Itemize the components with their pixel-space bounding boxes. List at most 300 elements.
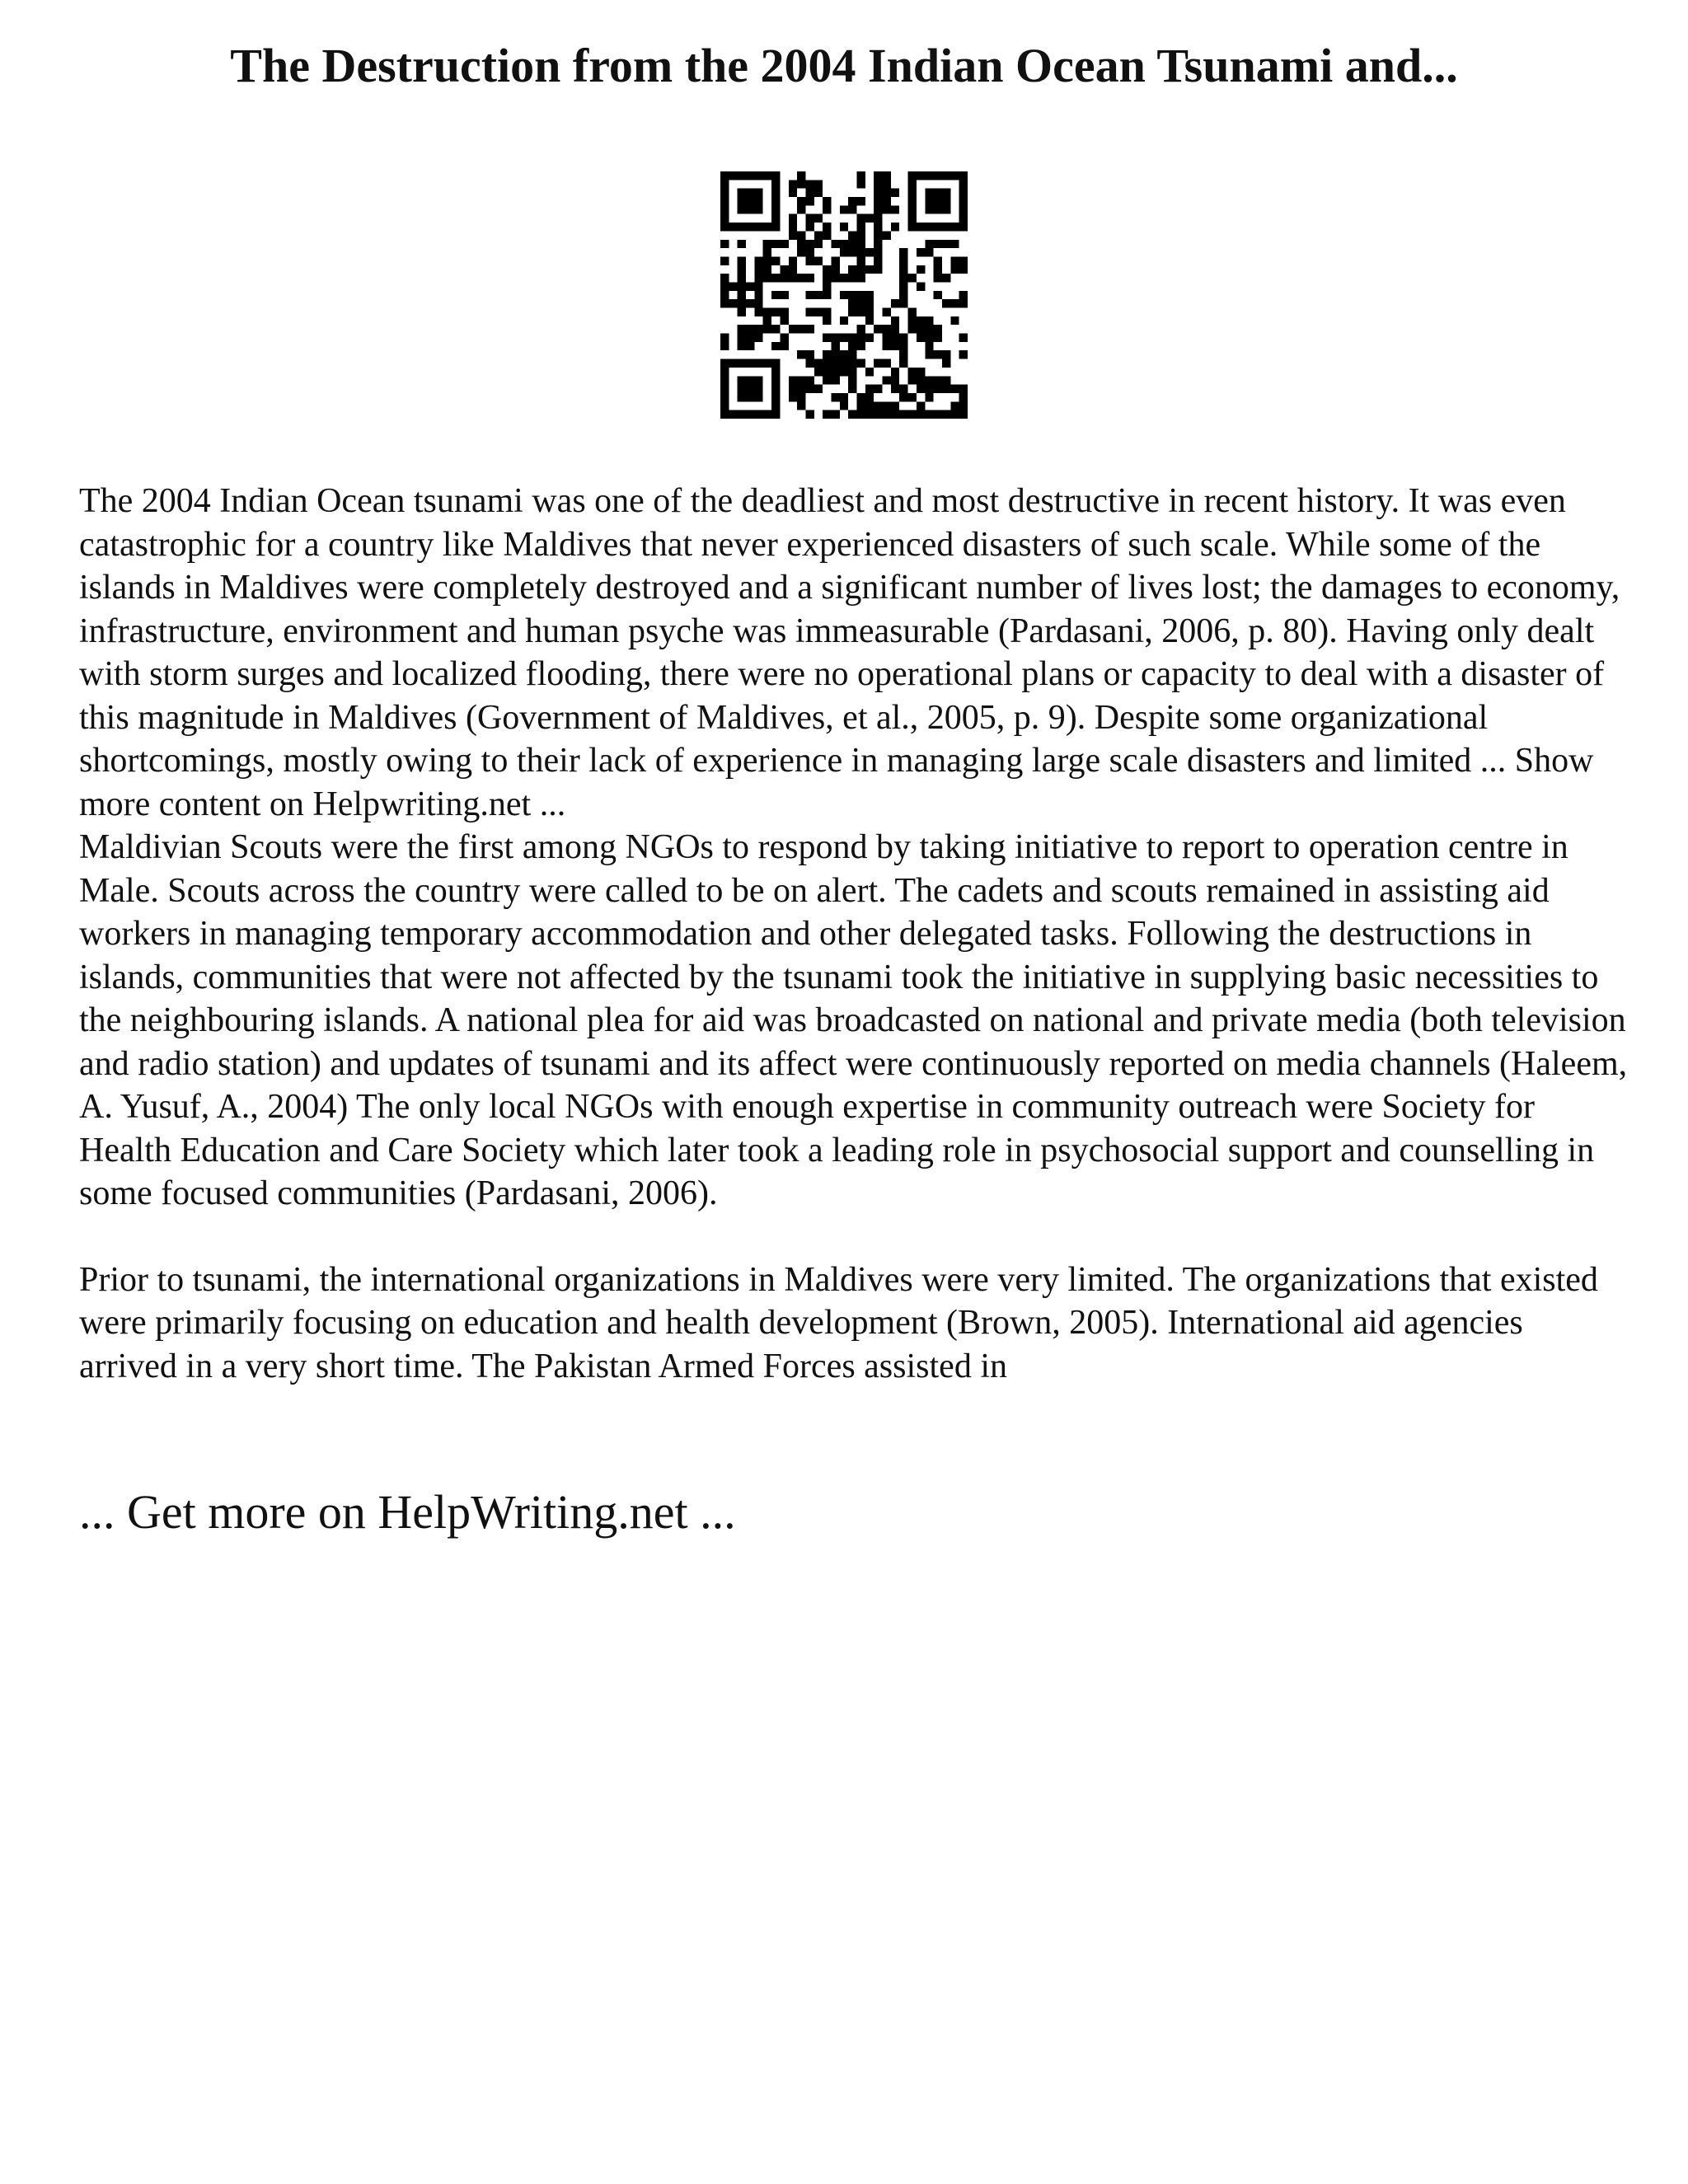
qr-module (720, 274, 729, 282)
qr-module (763, 316, 771, 325)
qr-module (831, 256, 839, 265)
qr-module (805, 240, 814, 248)
qr-module (738, 325, 746, 333)
qr-module (797, 401, 805, 410)
qr-module (857, 256, 865, 265)
qr-module (959, 350, 968, 359)
qr-finder-bottom-left (720, 359, 729, 419)
qr-module (848, 376, 856, 384)
qr-module (848, 274, 856, 282)
qr-finder-bottom-left (771, 359, 780, 419)
qr-finder-top-right (925, 189, 950, 214)
qr-module (874, 248, 882, 256)
qr-module (925, 325, 933, 333)
qr-module (874, 214, 882, 223)
qr-module (865, 393, 874, 401)
qr-module (883, 376, 891, 384)
qr-module (865, 368, 874, 376)
qr-module (814, 291, 823, 299)
qr-module (899, 342, 907, 350)
qr-module (891, 325, 899, 333)
qr-module (857, 334, 865, 342)
qr-module (780, 291, 788, 299)
qr-module (814, 189, 823, 197)
qr-module (797, 274, 805, 282)
qr-module (848, 308, 856, 316)
qr-module (823, 291, 831, 299)
qr-module (797, 240, 805, 248)
qr-module (883, 171, 891, 180)
qr-module (840, 334, 848, 342)
qr-module (823, 197, 831, 205)
qr-module (950, 256, 959, 265)
qr-module (814, 368, 823, 376)
qr-module (754, 291, 762, 299)
qr-module (857, 240, 865, 248)
qr-module (805, 189, 814, 197)
qr-module (874, 325, 882, 333)
qr-module (899, 410, 907, 419)
qr-module (865, 410, 874, 419)
qr-module (814, 359, 823, 368)
qr-module (959, 265, 968, 274)
qr-module (925, 316, 933, 325)
qr-module (899, 248, 907, 256)
qr-module (865, 299, 874, 307)
qr-module (738, 282, 746, 290)
qr-module (942, 350, 950, 359)
qr-module (934, 256, 942, 265)
qr-module (899, 334, 907, 342)
qr-module (789, 393, 797, 401)
qr-module (771, 342, 780, 350)
qr-module (934, 334, 942, 342)
qr-module (805, 350, 814, 359)
qr-module (899, 291, 907, 299)
qr-module (857, 214, 865, 223)
qr-module (891, 316, 899, 325)
qr-module (942, 240, 950, 248)
qr-module (797, 180, 805, 188)
qr-module (891, 189, 899, 197)
qr-code-icon[interactable] (720, 171, 968, 419)
qr-module (934, 376, 942, 384)
qr-module (738, 342, 746, 350)
qr-module (874, 171, 882, 180)
qr-module (754, 274, 762, 282)
qr-module (729, 282, 737, 290)
qr-module (848, 240, 856, 248)
qr-module (840, 274, 848, 282)
qr-module (865, 265, 874, 274)
qr-module (805, 214, 814, 223)
qr-module (814, 385, 823, 393)
qr-module (738, 274, 746, 282)
qr-module (925, 350, 933, 359)
qr-module (874, 401, 882, 410)
qr-module (746, 334, 754, 342)
qr-module (754, 325, 762, 333)
qr-module (789, 265, 797, 274)
qr-module (780, 265, 788, 274)
qr-module (874, 223, 882, 231)
qr-module (891, 299, 899, 307)
qr-module (797, 376, 805, 384)
qr-module (848, 248, 856, 256)
qr-module (746, 282, 754, 290)
qr-module (840, 291, 848, 299)
qr-module (908, 274, 917, 282)
qr-module (925, 240, 933, 248)
qr-module (883, 410, 891, 419)
qr-module (959, 401, 968, 410)
qr-module (797, 248, 805, 256)
qr-module (934, 385, 942, 393)
qr-finder-bottom-left (720, 359, 780, 368)
qr-module (883, 197, 891, 205)
qr-module (831, 334, 839, 342)
qr-module (883, 205, 891, 213)
qr-module (917, 385, 925, 393)
qr-module (917, 401, 925, 410)
qr-module (857, 325, 865, 333)
qr-module (908, 410, 917, 419)
qr-module (891, 342, 899, 350)
qr-module (874, 410, 882, 419)
qr-module (874, 385, 882, 393)
qr-module (823, 308, 831, 316)
qr-module (805, 359, 814, 368)
qr-module (950, 385, 959, 393)
qr-module (754, 256, 762, 265)
qr-module (942, 410, 950, 419)
qr-module (805, 308, 814, 316)
qr-module (805, 274, 814, 282)
qr-module (823, 282, 831, 290)
qr-module (857, 171, 865, 180)
qr-module (823, 359, 831, 368)
qr-module (840, 240, 848, 248)
qr-module (942, 299, 950, 307)
qr-module (917, 248, 925, 256)
qr-module (789, 231, 797, 239)
qr-module (934, 410, 942, 419)
qr-module (797, 325, 805, 333)
qr-module (934, 325, 942, 333)
qr-module (857, 393, 865, 401)
qr-module (805, 248, 814, 256)
qr-module (917, 410, 925, 419)
qr-module (840, 223, 848, 231)
qr-module (738, 308, 746, 316)
qr-module (840, 316, 848, 325)
qr-module (738, 291, 746, 299)
qr-module (891, 385, 899, 393)
qr-module (754, 299, 762, 307)
qr-module (771, 256, 780, 265)
qr-module (720, 342, 729, 350)
qr-module (848, 342, 856, 350)
qr-module (763, 248, 771, 256)
qr-module (865, 308, 874, 316)
qr-module (899, 299, 907, 307)
qr-module (883, 325, 891, 333)
qr-module (848, 359, 856, 368)
qr-module (857, 308, 865, 316)
qr-module (899, 265, 907, 274)
qr-module (763, 308, 771, 316)
qr-finder-top-left (771, 171, 780, 231)
qr-finder-top-right (908, 171, 917, 231)
qr-module (780, 274, 788, 282)
qr-module (908, 308, 917, 316)
qr-module (857, 401, 865, 410)
qr-module (925, 393, 933, 401)
qr-module (883, 342, 891, 350)
qr-module (848, 265, 856, 274)
qr-module (908, 368, 917, 376)
qr-module (738, 240, 746, 248)
qr-module (908, 325, 917, 333)
qr-module (899, 359, 907, 368)
qr-module (874, 189, 882, 197)
qr-module (823, 231, 831, 239)
qr-module (874, 197, 882, 205)
qr-module (840, 393, 848, 401)
qr-module (891, 223, 899, 231)
qr-module (789, 189, 797, 197)
qr-module (797, 197, 805, 205)
qr-module (720, 334, 729, 342)
qr-module (899, 282, 907, 290)
qr-module (857, 197, 865, 205)
qr-module (763, 265, 771, 274)
qr-module (814, 240, 823, 248)
qr-module (720, 282, 729, 290)
qr-module (831, 350, 839, 359)
paragraph-2: Maldivian Scouts were the first among NGOs to respond by taking initiative to report to operation centre in Male. Scouts across the country were called to be on alert. The cadets and scouts remained in assisting aid workers in managing temporary accommodation and other delegated tasks. Following the destructions in islands, communities that were not affected by the tsunami took the initiative in supplying basic necessities to the neighbouring islands. A national plea for aid was broadcasted on national and private media (both television and radio station) and updates of tsunami and its affect were continuously reported on media channels (Haleem, A. Yusuf, A., 2004) The only local NGOs with enough expertise in community outreach were Society for Health Education and Care Society which later took a leading role in psychosocial support and counselling in some focused communities (Pardasani, 2006). (79, 828, 1628, 1212)
qr-module (883, 231, 891, 239)
qr-module (780, 316, 788, 325)
qr-module (805, 376, 814, 384)
qr-module (942, 274, 950, 282)
qr-module (814, 231, 823, 239)
qr-module (823, 410, 831, 419)
qr-module (934, 240, 942, 248)
qr-module (797, 171, 805, 180)
qr-module (720, 299, 729, 307)
qr-module (865, 401, 874, 410)
qr-module (771, 240, 780, 248)
document-title: The Destruction from the 2004 Indian Ocean Tsunami and... (230, 39, 1458, 92)
qr-module (874, 359, 882, 368)
qr-module (950, 265, 959, 274)
qr-module (857, 410, 865, 419)
qr-module (942, 385, 950, 393)
qr-module (805, 385, 814, 393)
qr-module (823, 274, 831, 282)
qr-module (805, 180, 814, 188)
qr-module (874, 231, 882, 239)
qr-module (763, 240, 771, 248)
qr-module (848, 205, 856, 213)
qr-module (848, 385, 856, 393)
qr-module (925, 248, 933, 256)
qr-module (805, 325, 814, 333)
qr-module (789, 256, 797, 265)
qr-module (950, 240, 959, 248)
qr-module (831, 410, 839, 419)
qr-module (917, 368, 925, 376)
qr-module (865, 248, 874, 256)
qr-module (831, 368, 839, 376)
qr-module (848, 350, 856, 359)
article-body (79, 480, 1629, 1388)
qr-module (797, 205, 805, 213)
qr-module (805, 223, 814, 231)
qr-module (771, 291, 780, 299)
qr-module (891, 205, 899, 213)
qr-module (831, 359, 839, 368)
qr-module (831, 376, 839, 384)
qr-module (917, 334, 925, 342)
qr-module (754, 282, 762, 290)
qr-module (848, 291, 856, 299)
qr-module (780, 334, 788, 342)
qr-module (797, 231, 805, 239)
qr-module (874, 205, 882, 213)
qr-module (789, 376, 797, 384)
qr-module (934, 291, 942, 299)
qr-module (729, 299, 737, 307)
qr-module (874, 265, 882, 274)
qr-module (805, 291, 814, 299)
qr-module (823, 223, 831, 231)
qr-module (771, 325, 780, 333)
qr-module (874, 256, 882, 265)
qr-module (848, 299, 856, 307)
qr-module (738, 334, 746, 342)
qr-module (908, 316, 917, 325)
qr-module (738, 256, 746, 265)
qr-module (823, 316, 831, 325)
qr-module (959, 291, 968, 299)
qr-module (883, 401, 891, 410)
qr-module (848, 231, 856, 239)
qr-module (840, 248, 848, 256)
qr-module (857, 342, 865, 350)
qr-finder-top-left (720, 171, 780, 180)
get-more-link[interactable]: ... Get more on HelpWriting.net ... (79, 1485, 736, 1539)
qr-module (720, 291, 729, 299)
qr-module (763, 274, 771, 282)
qr-module (840, 368, 848, 376)
qr-module (857, 248, 865, 256)
qr-module (789, 214, 797, 223)
qr-module (720, 240, 729, 248)
qr-module (857, 299, 865, 307)
qr-module (848, 197, 856, 205)
qr-module (934, 274, 942, 282)
qr-module (814, 256, 823, 265)
qr-module (883, 359, 891, 368)
qr-module (840, 350, 848, 359)
qr-module (883, 308, 891, 316)
qr-module (917, 316, 925, 325)
qr-module (738, 265, 746, 274)
qr-module (908, 376, 917, 384)
qr-module (823, 368, 831, 376)
qr-module (848, 368, 856, 376)
qr-module (959, 334, 968, 342)
paragraph-1: The 2004 Indian Ocean tsunami was one of the deadliest and most destructive in recent history. It was even catastrophic for a country like Maldives that never experienced disasters of such scale. While some of the islands in Maldives were completely destroyed and a significant number of lives lost; the damages to economy, infrastructure, environment and human psyche was immeasurable (Pardasani, 2006, p. 80). Having only dealt with storm surges and localized flooding, there were no operational plans or capacity to deal with a disaster of this magnitude in Maldives (Government of Maldives, et al., 2005, p. 9). Despite some organizational shortcomings, mostly owing to their lack of experience in managing large scale disasters and limited ... Show more content on Helpwriting.net ... (79, 482, 1620, 823)
qr-module (857, 291, 865, 299)
qr-module (797, 393, 805, 401)
qr-module (891, 334, 899, 342)
qr-module (857, 180, 865, 188)
qr-finder-top-right (908, 223, 968, 231)
qr-module (891, 410, 899, 419)
qr-module (891, 376, 899, 384)
qr-module (789, 274, 797, 282)
qr-module (942, 359, 950, 368)
qr-module (942, 376, 950, 384)
qr-module (823, 205, 831, 213)
qr-module (831, 342, 839, 350)
qr-module (857, 265, 865, 274)
qr-module (865, 334, 874, 342)
qr-module (771, 308, 780, 316)
qr-module (738, 299, 746, 307)
qr-module (789, 180, 797, 188)
qr-module (805, 197, 814, 205)
qr-module (857, 359, 865, 368)
qr-module (950, 410, 959, 419)
qr-module (857, 231, 865, 239)
qr-module (797, 350, 805, 359)
qr-module (950, 316, 959, 325)
qr-module (831, 240, 839, 248)
qr-module (823, 265, 831, 274)
qr-module (959, 385, 968, 393)
qr-module (754, 334, 762, 342)
qr-module (814, 180, 823, 188)
qr-module (746, 342, 754, 350)
qr-module (925, 342, 933, 350)
qr-module (797, 385, 805, 393)
qr-module (891, 401, 899, 410)
qr-module (925, 410, 933, 419)
qr-module (865, 385, 874, 393)
qr-module (780, 342, 788, 350)
paragraph-3: Prior to tsunami, the international organizations in Maldives were very limited. The organizations that existed were primarily focusing on education and health development (Brown, 2005). International aid agencies arrived in a very short time. The Pakistan Armed Forces assisted in (79, 1260, 1598, 1385)
qr-module (959, 410, 968, 419)
qr-finder-top-left (738, 189, 763, 214)
qr-finder-top-left (720, 171, 729, 231)
qr-module (959, 393, 968, 401)
qr-finder-top-right (908, 171, 968, 180)
qr-module (883, 334, 891, 342)
qr-module (917, 325, 925, 333)
qr-module (848, 410, 856, 419)
qr-module (857, 274, 865, 282)
qr-finder-top-right (959, 171, 968, 231)
qr-module (754, 308, 762, 316)
qr-module (840, 205, 848, 213)
qr-module (934, 350, 942, 359)
qr-module (780, 308, 788, 316)
qr-module (780, 240, 788, 248)
